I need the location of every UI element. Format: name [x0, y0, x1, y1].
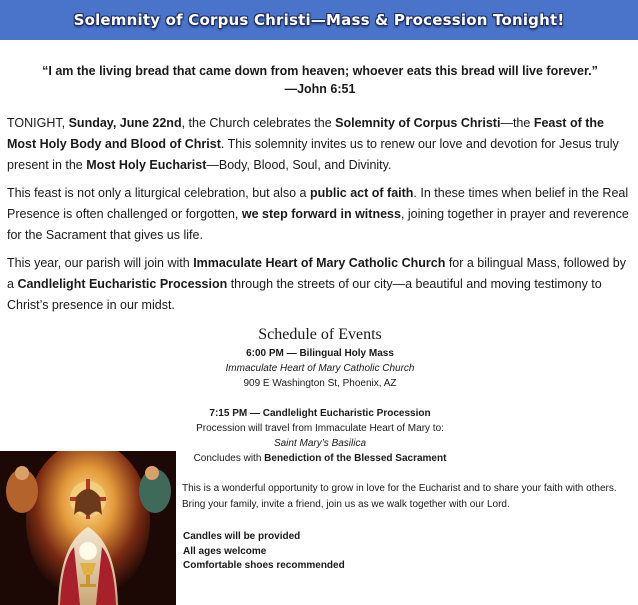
- event-notes: [183, 530, 345, 574]
- event-destination: Saint Mary’s Basilica: [273, 438, 367, 449]
- schedule-event-procession: [170, 406, 470, 466]
- intro-paragraph: [7, 113, 632, 176]
- closing-message: This is a wonderful opportunity to grow in love for the Eucharist and to share your faith with others. Bring your family, invite a friend, join us as we walk together with our Lord.: [182, 483, 617, 510]
- faith-paragraph: [7, 183, 632, 246]
- text: This year, our parish will join with: [7, 256, 194, 270]
- faith-highlight: public act of faith: [309, 186, 414, 200]
- note-candles: Candles will be provided: [183, 531, 301, 542]
- event-address: 909 E Washington St, Phoenix, AZ: [243, 378, 397, 389]
- note-ages: All ages welcome: [183, 545, 267, 557]
- text: —Body, Blood, Soul, and Divinity.: [206, 158, 392, 172]
- text: , the Church celebrates the: [181, 116, 336, 130]
- procession-highlight: Candlelight Eucharistic Procession: [17, 277, 228, 291]
- text: through the streets of our city—a beautiful and moving testimony to Christ’s presence in our midst.: [7, 277, 602, 312]
- text: Concludes with: [193, 453, 265, 464]
- text: This feast is not only a liturgical celebration, but also a: [7, 186, 310, 200]
- header-banner: [0, 0, 638, 40]
- text: . In these times when belief in the Real Presence is often challenged or forgotten,: [7, 186, 629, 221]
- christ-eucharist-painting: [0, 451, 176, 605]
- schedule-event-mass: [170, 346, 470, 391]
- event-heading: 7:15 PM — Candlelight Eucharistic Procession: [209, 408, 431, 419]
- event-route: Procession will travel from Immaculate Heart of Mary to:: [196, 423, 444, 434]
- text: , joining together in prayer and reverence for the Sacrament that gives us life.: [7, 207, 629, 242]
- page-title: Solemnity of Corpus Christi—Mass & Procession Tonight!: [73, 11, 565, 29]
- benediction-highlight: Benediction of the Blessed Sacrament: [264, 453, 447, 464]
- text: . This solemnity invites us to renew our love and devotion for Jesus truly present in the: [7, 137, 619, 172]
- feast-highlight: Feast of the Most Holy Body and Blood of Christ: [7, 116, 604, 151]
- eucharist-highlight: Most Holy Eucharist: [86, 158, 207, 172]
- sacred-heart-image: [0, 451, 176, 605]
- text: for a bilingual Mass, followed by a: [7, 256, 626, 291]
- solemnity-highlight: Solemnity of Corpus Christi: [335, 116, 501, 130]
- schedule-title: Schedule of Events: [258, 326, 382, 343]
- scripture-quote: “I am the living bread that came down from heaven; whoever eats this bread will live forever.” —John 6:51: [42, 64, 598, 96]
- note-shoes: Comfortable shoes recommended: [183, 560, 345, 571]
- text: TONIGHT,: [7, 116, 69, 130]
- procession-paragraph: [7, 253, 632, 316]
- witness-highlight: we step forward in witness: [241, 207, 401, 221]
- event-conclusion: [170, 451, 470, 466]
- text: —the: [500, 116, 534, 130]
- event-location: Immaculate Heart of Mary Catholic Church: [225, 363, 415, 374]
- event-heading: 6:00 PM — Bilingual Holy Mass: [246, 348, 394, 359]
- church-highlight: Immaculate Heart of Mary Catholic Church: [193, 256, 446, 270]
- date-highlight: Sunday, June 22nd: [68, 116, 182, 130]
